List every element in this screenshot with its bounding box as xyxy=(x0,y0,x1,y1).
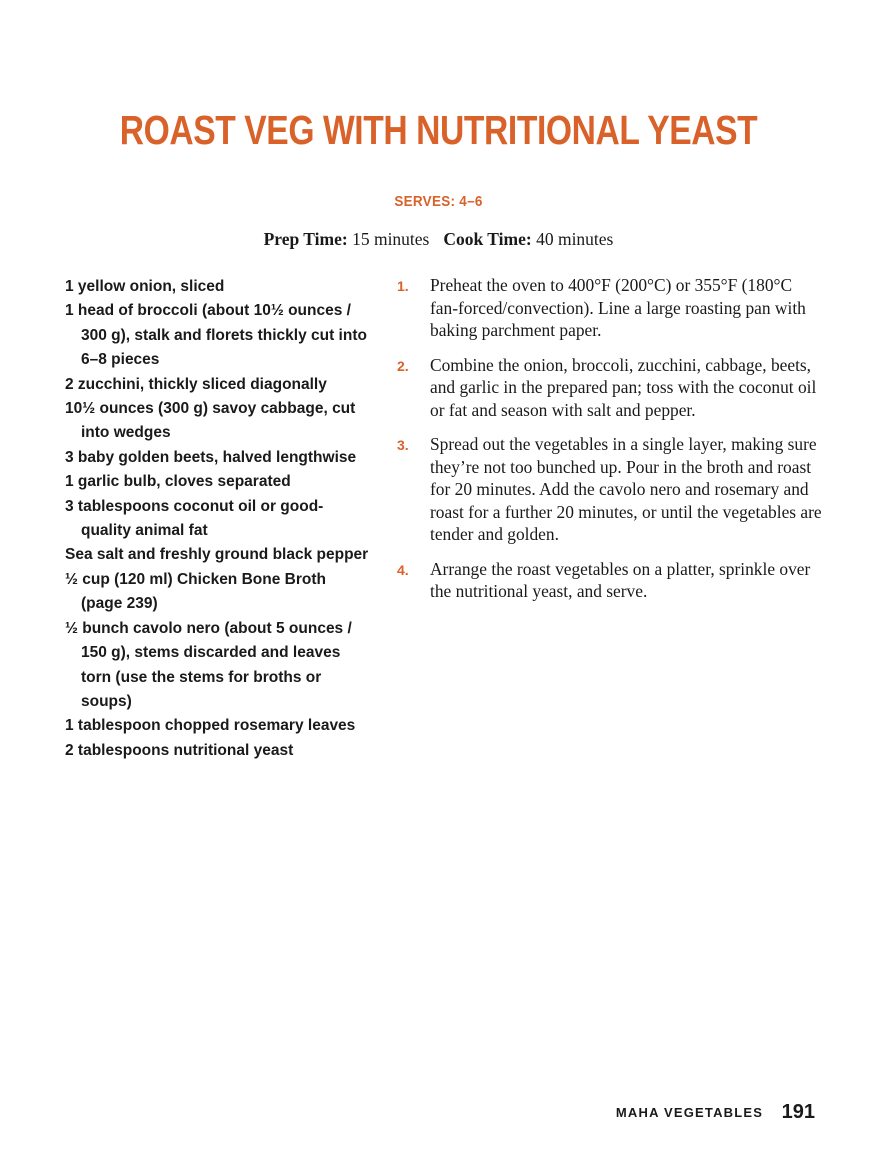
ingredient-item: Sea salt and freshly ground black pepper xyxy=(65,546,369,564)
step-number: 1. xyxy=(397,278,409,294)
ingredients-list xyxy=(65,275,370,763)
cook-time-value: 40 minutes xyxy=(536,229,614,249)
method-step xyxy=(397,558,822,603)
prep-time-label: Prep Time: xyxy=(263,229,348,249)
method-step xyxy=(397,354,822,422)
step-number: 2. xyxy=(397,357,409,374)
ingredient-item: 1 tablespoon chopped rosemary leaves xyxy=(65,717,356,735)
ingredient-item: 3 baby golden beets, halved lengthwise xyxy=(65,448,357,466)
step-text: Combine the onion, broccoli, zucchini, cabbage, beets, and garlic in the prepared pan; toss with the coconut oil or fat and season with salt and pepper. xyxy=(430,354,817,420)
ingredient-item: 10½ ounces (300 g) savoy cabbage, cut into wedges xyxy=(65,400,356,442)
method-step xyxy=(397,433,822,546)
time-info xyxy=(0,229,877,250)
prep-time-value: 15 minutes xyxy=(352,229,430,249)
method-step xyxy=(397,274,822,342)
ingredient-item: ½ cup (120 ml) Chicken Bone Broth (page 239) xyxy=(65,570,326,613)
ingredient-item: 1 yellow onion, sliced xyxy=(65,278,225,295)
ingredient-item: 1 garlic bulb, cloves separated xyxy=(65,473,291,491)
ingredient-item: 2 tablespoons nutritional yeast xyxy=(65,741,294,759)
step-text: Arrange the roast vegetables on a platter, sprinkle over the nutritional yeast, and serve. xyxy=(430,558,811,601)
step-text: Spread out the vegetables in a single layer, making sure they’re not too bunched up. Pour in the broth and roast for 20 minutes. Add the cavolo nero and rosemary and roast for a further 20 minutes, or until the vegetables are tender and golden. xyxy=(430,434,822,544)
page-footer xyxy=(616,1101,815,1124)
section-name: MAHA VEGETABLES xyxy=(615,1105,764,1120)
cook-time-label: Cook Time: xyxy=(443,229,532,249)
step-number: 4. xyxy=(397,561,409,578)
step-number: 3. xyxy=(397,437,409,453)
page-number: 191 xyxy=(781,1101,815,1123)
ingredient-item: 2 zucchini, thickly sliced diagonally xyxy=(65,375,327,393)
step-text: Preheat the oven to 400°F (200°C) or 355°F (180°C fan-forced/convection). Line a large roasting pan with baking parchment paper. xyxy=(430,275,806,340)
ingredient-item: ½ bunch cavolo nero (about 5 ounces / 150 g), stems discarded and leaves torn (use the stems for broths or soups) xyxy=(65,619,352,710)
ingredient-item: 1 head of broccoli (about 10½ ounces / 300 g), stalk and florets thickly cut into 6–8 pieces xyxy=(65,302,367,369)
recipe-title: ROAST VEG WITH NUTRITIONAL YEAST xyxy=(119,107,758,153)
method-steps xyxy=(397,274,822,615)
serves-info: SERVES: 4–6 xyxy=(394,193,483,210)
ingredient-item: 3 tablespoons coconut oil or good-quality animal fat xyxy=(65,497,324,540)
